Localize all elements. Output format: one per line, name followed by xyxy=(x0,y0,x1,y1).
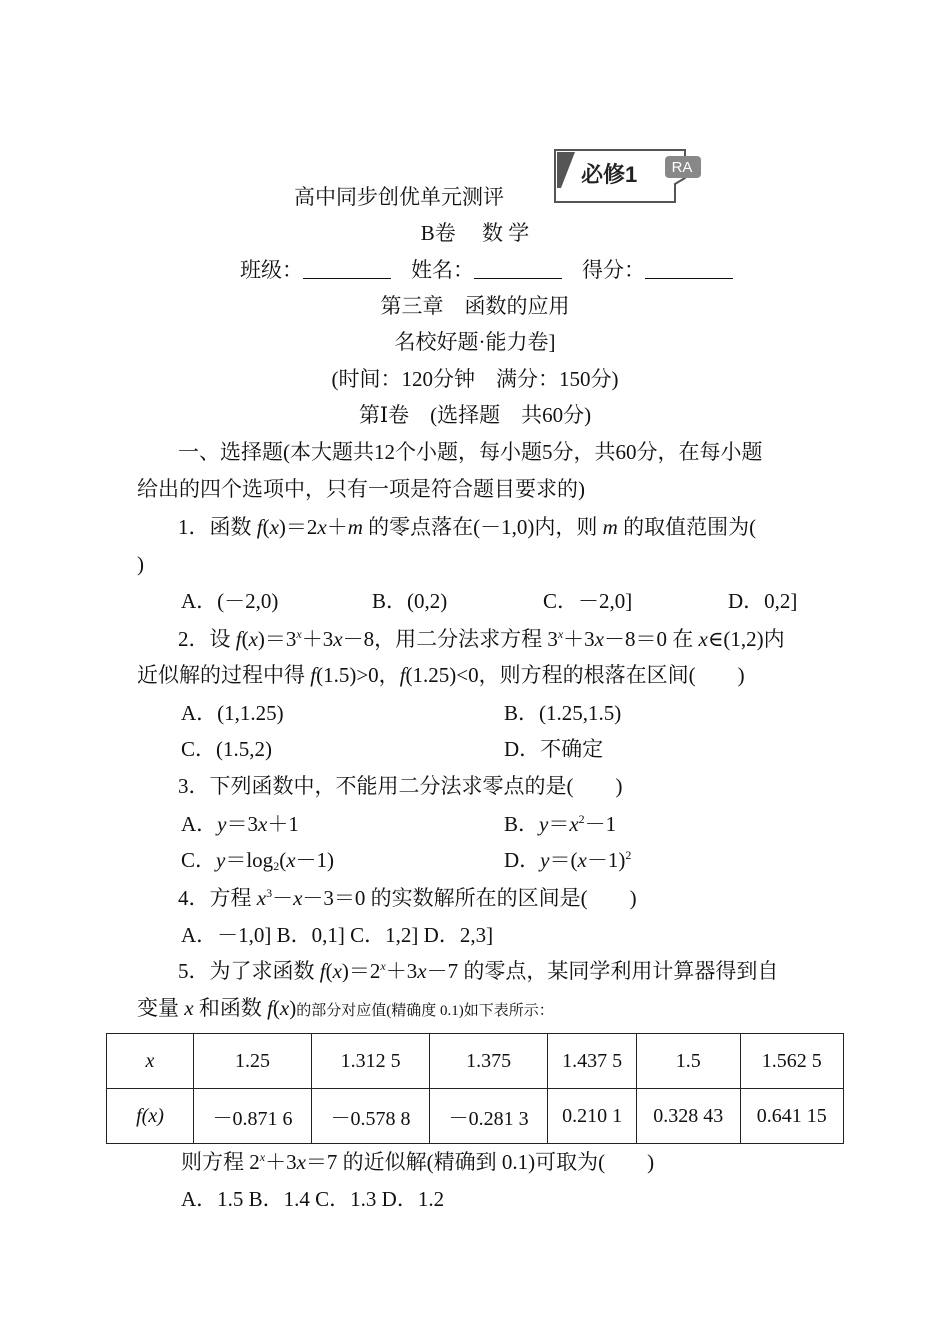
q2-option-c[interactable]: C．(1.5,2) xyxy=(181,737,272,761)
table-row xyxy=(107,1089,844,1144)
badge-label: 必修1 xyxy=(581,162,638,187)
question-5-after: 则方程 $2^x+3x=7$ 的近似解(精确到 0.1)可取为( ) xyxy=(181,1150,655,1174)
student-info-row xyxy=(240,257,753,283)
q3-option-d[interactable]: D．$y=(x-1)^2$ xyxy=(504,848,632,872)
q3-option-a[interactable]: A．y＝3x＋1 xyxy=(181,812,299,836)
class-blank[interactable] xyxy=(303,258,391,279)
class-label: 班级： xyxy=(240,258,303,282)
name-label: 姓名： xyxy=(411,258,474,282)
table-header-fx: f(x) xyxy=(107,1089,194,1144)
question-4-stem: 4．方程 $x^3-x-3=0$ 的实数解所在的区间是( ) xyxy=(178,886,637,910)
question-3-stem: 3．下列函数中，不能用二分法求零点的是( ) xyxy=(178,774,623,798)
values-table xyxy=(106,1033,844,1144)
instructions-line1: 一、选择题(本大题共12个小题，每小题5分，共60分，在每小题 xyxy=(178,440,763,464)
badge-tag: RA xyxy=(671,159,693,176)
question-5-line1: 5．为了求函数 $f(x)=2^x+3x-7$ 的零点，某同学利用计算器得到自 xyxy=(178,959,779,983)
q1-option-a[interactable]: A．(－2,0) xyxy=(181,589,279,613)
table-cell: 1.437 5 xyxy=(548,1034,637,1089)
q3-option-b[interactable]: B．$y=x^2-1$ xyxy=(504,812,617,836)
table-cell: －0.281 3 xyxy=(430,1089,548,1144)
chapter-title: 第三章 函数的应用 xyxy=(380,294,570,318)
instructions-line2: 给出的四个选项中，只有一项是符合题目要求的) xyxy=(137,477,585,501)
time-score: (时间：120分钟 满分：150分) xyxy=(331,367,619,391)
q3-option-c[interactable]: C．$y=\log_2(x-1)$ xyxy=(181,848,335,873)
score-label: 得分： xyxy=(582,258,645,282)
question-2-line2: 近似解的过程中得 f(1.5)>0，f(1.25)<0，则方程的根落在区间( ) xyxy=(137,663,745,687)
q1-option-b[interactable]: B．(0,2) xyxy=(372,589,448,613)
question-2-line1: 2．设 $f(x)=3^x+3x-8$，用二分法求方程 $3^x+3x-8=0$ 在 x∈(1,2)内 xyxy=(178,627,785,651)
table-cell: 1.375 xyxy=(430,1034,548,1089)
paper-name: 名校好题·能力卷] xyxy=(394,330,556,354)
name-blank[interactable] xyxy=(474,258,562,279)
q1-option-d[interactable]: D．0,2] xyxy=(728,589,798,613)
section-title: 第Ⅰ卷 (选择题 共60分) xyxy=(358,403,592,427)
question-5-line2: 变量 x 和函数 f(x)的部分对应值(精确度 0.1)如下表所示： xyxy=(137,996,554,1020)
table-cell: 1.25 xyxy=(194,1034,312,1089)
score-blank[interactable] xyxy=(645,258,733,279)
q2-option-b[interactable]: B．(1.25,1.5) xyxy=(504,701,622,725)
table-cell: －0.578 8 xyxy=(312,1089,430,1144)
q2-option-a[interactable]: A．(1,1.25) xyxy=(181,701,284,725)
question-1-stem: 1．函数 f(x)＝2x＋m 的零点落在(－1,0)内，则 m 的取值范围为( xyxy=(178,515,757,539)
q4-options[interactable]: A．－1,0] B．0,1] C．1,2] D．2,3] xyxy=(181,923,494,947)
table-row xyxy=(107,1034,844,1089)
table-cell: 0.328 43 xyxy=(637,1089,740,1144)
q2-option-d[interactable]: D．不确定 xyxy=(504,737,604,761)
table-cell: 0.641 15 xyxy=(740,1089,844,1144)
table-header-x: x xyxy=(107,1034,194,1089)
question-1-close: ) xyxy=(137,552,144,576)
table-cell: 0.210 1 xyxy=(548,1089,637,1144)
table-cell: 1.562 5 xyxy=(740,1034,844,1089)
volume-subject: B卷 数 学 xyxy=(420,221,530,245)
table-cell: －0.871 6 xyxy=(194,1089,312,1144)
table-cell: 1.5 xyxy=(637,1034,740,1089)
q5-options[interactable]: A．1.5 B．1.4 C．1.3 D．1.2 xyxy=(181,1187,445,1211)
table-cell: 1.312 5 xyxy=(312,1034,430,1089)
series-title: 高中同步创优单元测评 xyxy=(294,185,504,209)
q1-option-c[interactable]: C．－2,0] xyxy=(543,589,633,613)
